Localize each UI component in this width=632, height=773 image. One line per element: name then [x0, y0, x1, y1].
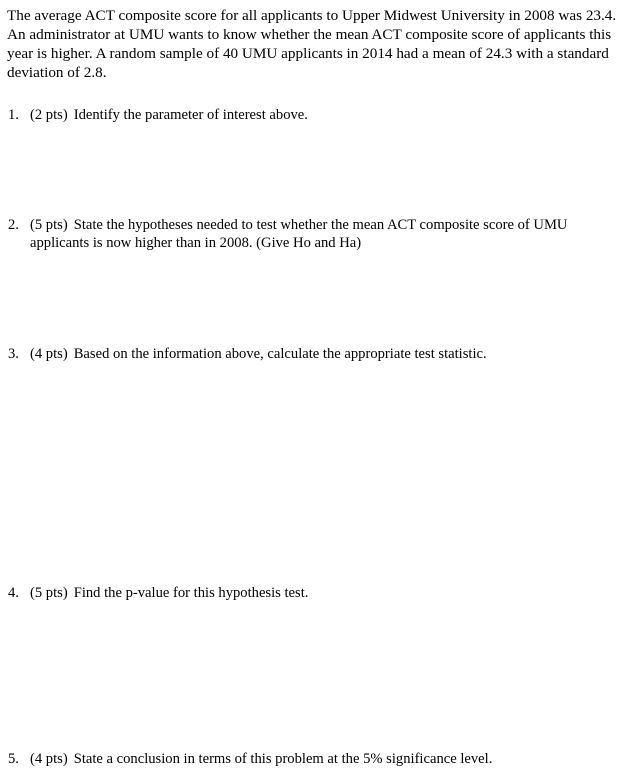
- question-2-points: (5 pts): [30, 217, 68, 233]
- question-4-number: 4.: [8, 585, 19, 601]
- question-5-number: 5.: [8, 751, 19, 767]
- question-1-number: 1.: [8, 107, 19, 123]
- question-2-body: [30, 216, 628, 252]
- question-2: [8, 216, 628, 252]
- question-1-text: Identify the parameter of interest above.: [73, 107, 308, 123]
- question-3-number: 3.: [8, 346, 19, 362]
- question-2-number: 2.: [8, 217, 19, 233]
- question-5-text: State a conclusion in terms of this problem at the 5% significance level.: [73, 751, 493, 767]
- question-4: [8, 584, 628, 602]
- question-4-points: (5 pts): [30, 585, 68, 601]
- question-4-text: Find the p-value for this hypothesis test.: [73, 585, 309, 601]
- question-1: [8, 106, 628, 124]
- question-3: [8, 345, 628, 363]
- question-5-body: [30, 750, 628, 768]
- problem-statement: The average ACT composite score for all applicants to Upper Midwest University in 2008 was 23.4. An administrator at UMU wants to know whether the mean ACT composite score of applicants this year is higher. A random sample of 40 UMU applicants in 2014 had a mean of 24.3 with a standard deviation of 2.8.: [7, 7, 617, 81]
- question-4-body: [30, 584, 628, 602]
- question-5-points: (4 pts): [30, 751, 68, 767]
- question-3-text: Based on the information above, calculate the appropriate test statistic.: [73, 346, 487, 362]
- question-1-body: [30, 106, 628, 124]
- question-3-points: (4 pts): [30, 346, 68, 362]
- question-3-body: [30, 345, 628, 363]
- question-2-text: State the hypotheses needed to test whether the mean ACT composite score of UMU applicants is now higher than in 2008. (Give Ho and Ha): [30, 217, 568, 251]
- question-5: [8, 750, 628, 768]
- question-1-points: (2 pts): [30, 107, 68, 123]
